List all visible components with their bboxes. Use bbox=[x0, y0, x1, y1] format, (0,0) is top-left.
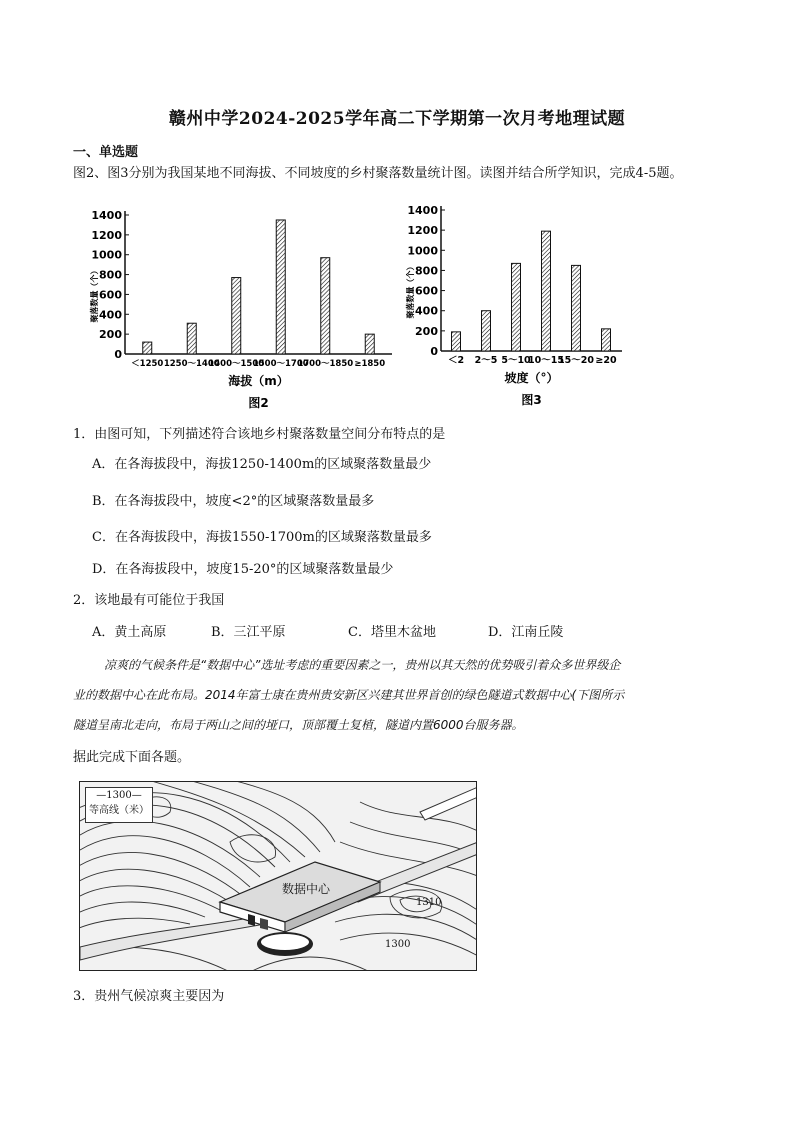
chart-altitude bbox=[80, 203, 395, 413]
chart-caption: 图2 bbox=[248, 396, 269, 410]
x-tick-label: 5～10 bbox=[501, 355, 531, 366]
y-tick-label: 1400 bbox=[407, 204, 438, 217]
bar bbox=[276, 220, 285, 354]
q1-option-b[interactable]: B．在各海拔段中，坡度<2°的区域聚落数量最多 bbox=[92, 494, 375, 509]
datacenter-building bbox=[220, 862, 380, 956]
passage-line-1: 凉爽的气候条件是“数据中心”选址考虑的重要因素之一，贵州以其天然的优势吸引着众多世界级企 bbox=[104, 658, 621, 672]
y-tick-label: 400 bbox=[99, 308, 122, 322]
y-tick-label: 200 bbox=[415, 324, 438, 338]
chart-caption: 图3 bbox=[521, 393, 542, 407]
q1-option-d[interactable]: D．在各海拔段中，坡度15-20°的区域聚落数量最少 bbox=[92, 562, 394, 577]
datacenter-contour-map bbox=[79, 781, 477, 971]
bar bbox=[232, 278, 241, 354]
bar bbox=[321, 258, 330, 354]
y-tick-label: 1000 bbox=[407, 244, 438, 258]
q1-stem: 1．由图可知，下列描述符合该地乡村聚落数量空间分布特点的是 bbox=[73, 427, 446, 442]
section-heading: 一、单选题 bbox=[73, 145, 139, 160]
q2-stem: 2．该地最有可能位于我国 bbox=[73, 593, 225, 608]
y-tick-label: 0 bbox=[430, 345, 438, 358]
contour-label-1300: 1300 bbox=[385, 939, 411, 950]
legend-contour-label: 等高线（米） bbox=[89, 805, 149, 816]
x-tick-label: ≥20 bbox=[595, 355, 617, 366]
x-tick-label: ≥1850 bbox=[354, 359, 386, 369]
y-tick-label: 800 bbox=[415, 264, 438, 278]
bar bbox=[512, 263, 521, 351]
passage-line-2: 业的数据中心在此布局。2014年富士康在贵州贵安新区兴建其世界首创的绿色隧道式数据中心(下图所示 bbox=[73, 688, 625, 702]
q3-stem: 3．贵州气候凉爽主要因为 bbox=[73, 989, 225, 1004]
y-tick-label: 0 bbox=[114, 348, 122, 361]
intro-text: 图2、图3分别为我国某地不同海拔、不同坡度的乡村聚落数量统计图。读图并结合所学知识，完成4-5题。 bbox=[73, 166, 683, 181]
chart-slope bbox=[398, 200, 638, 410]
x-tick-label: 10～15 bbox=[528, 355, 564, 366]
q1-option-a[interactable]: A．在各海拔段中，海拔1250-1400m的区域聚落数量最少 bbox=[92, 457, 432, 472]
x-tick-label: 1400～1500 bbox=[208, 359, 265, 369]
datacenter-label: 数据中心 bbox=[282, 882, 331, 896]
y-tick-label: 1400 bbox=[91, 209, 122, 222]
y-tick-label: 1000 bbox=[91, 248, 122, 262]
bar bbox=[602, 329, 611, 351]
passage-lead: 据此完成下面各题。 bbox=[73, 750, 191, 765]
bar bbox=[452, 332, 461, 351]
bar bbox=[143, 342, 152, 354]
y-tick-label: 400 bbox=[415, 304, 438, 318]
x-tick-label: ＜1250 bbox=[131, 359, 164, 369]
q2-option-d[interactable]: D．江南丘陵 bbox=[488, 625, 564, 640]
legend-contour-sample: —1300— bbox=[96, 790, 142, 801]
passage-line-3: 隧道呈南北走向，布局于两山之间的垭口，顶部覆土复植，隧道内置6000台服务器。 bbox=[73, 718, 524, 732]
y-tick-label: 600 bbox=[99, 288, 122, 302]
x-tick-label: ＜2 bbox=[447, 355, 465, 366]
bar bbox=[187, 323, 196, 354]
x-tick-label: 1500～1700 bbox=[252, 359, 309, 369]
x-tick-label: 1700～1850 bbox=[297, 359, 354, 369]
y-tick-label: 1200 bbox=[91, 228, 122, 242]
bar bbox=[542, 231, 551, 351]
y-tick-label: 200 bbox=[99, 328, 122, 342]
contour-label-1310: 1310 bbox=[416, 897, 442, 908]
y-tick-label: 600 bbox=[415, 284, 438, 298]
x-axis-label: 海拔（m） bbox=[228, 374, 289, 388]
q2-option-a[interactable]: A．黄土高原 bbox=[92, 625, 167, 640]
y-tick-label: 800 bbox=[99, 268, 122, 282]
x-tick-label: 1250～1400 bbox=[163, 359, 220, 369]
x-tick-label: 2～5 bbox=[474, 355, 498, 366]
bar bbox=[365, 334, 374, 354]
y-axis-label: 聚落数量（个） bbox=[90, 266, 99, 323]
page-title: 赣州中学2024-2025学年高二下学期第一次月考地理试题 bbox=[168, 109, 626, 129]
y-tick-label: 1200 bbox=[407, 224, 438, 238]
q2-option-c[interactable]: C．塔里木盆地 bbox=[348, 625, 436, 640]
bar bbox=[572, 265, 581, 351]
x-tick-label: 15～20 bbox=[558, 355, 594, 366]
y-axis-label: 聚落数量（个） bbox=[406, 262, 415, 319]
q2-option-b[interactable]: B．三江平原 bbox=[211, 625, 286, 640]
bar bbox=[482, 311, 491, 351]
x-axis-label: 坡度（°） bbox=[504, 371, 559, 385]
map-legend bbox=[85, 787, 153, 823]
q1-option-c[interactable]: C．在各海拔段中，海拔1550-1700m的区域聚落数量最多 bbox=[92, 530, 432, 545]
